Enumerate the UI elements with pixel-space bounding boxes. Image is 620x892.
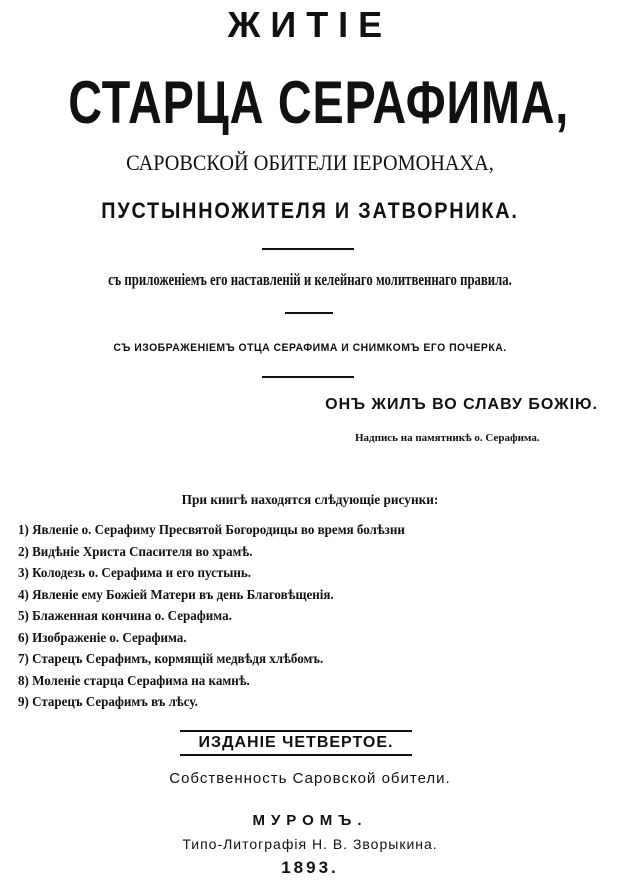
title-line-1: ЖИТІЕ bbox=[227, 4, 393, 45]
list-item: 1) Явленіе о. Серафиму Пресвятой Богородицы во время болѣзни bbox=[18, 523, 405, 538]
subtitle: съ приложеніемъ его наставленій и келейнаго молитвеннаго правила. bbox=[108, 270, 512, 289]
divider-1 bbox=[262, 248, 354, 250]
list-item: 6) Изображеніе о. Серафима. bbox=[18, 630, 187, 646]
list-item: 9) Старецъ Серафимъ въ лѣсу. bbox=[18, 695, 198, 710]
title-line-4: ПУСТЫННОЖИТЕЛЯ И ЗАТВОРНИКА. bbox=[101, 198, 519, 223]
list-item: 3) Колодезь о. Серафима и его пустынь. bbox=[18, 566, 252, 581]
list-item: 8) Моленіе старца Серафима на камнѣ. bbox=[18, 673, 250, 689]
list-item: 4) Явленіе ему Божіей Матери въ день Благовѣщенія. bbox=[18, 587, 334, 603]
motto: ОНЪ ЖИЛЪ ВО СЛАВУ БОЖІЮ. bbox=[325, 396, 598, 413]
list-item: 7) Старецъ Серафимъ, кормящій медвѣдя хлѣбомъ. bbox=[18, 652, 324, 667]
motto-note: Надпись на памятникѣ о. Серафима. bbox=[355, 432, 540, 444]
list-item: 2) Видѣніе Христа Спасителя во храмѣ. bbox=[18, 544, 253, 560]
city: МУРОМЪ. bbox=[252, 812, 368, 829]
divider-3 bbox=[262, 376, 354, 378]
ownership: Собственность Саровской обители. bbox=[169, 770, 451, 787]
portrait-note: СЪ ИЗОБРАЖЕНІЕМЪ ОТЦА СЕРАФИМА И СНИМКОМЪ ЕГО ПОЧЕРКА. bbox=[113, 342, 507, 354]
title-line-2: СТАРЦА СЕРАФИМА, bbox=[68, 69, 570, 136]
illustrations-heading: При книгѣ находятся слѣдующіе рисунки: bbox=[181, 493, 439, 508]
illustrations-list bbox=[18, 520, 434, 714]
printer: Типо-Литографія Н. В. Зворыкина. bbox=[182, 836, 438, 852]
divider-2 bbox=[285, 312, 333, 314]
year: 1893. bbox=[281, 858, 339, 877]
list-item: 5) Блаженная кончина о. Серафима. bbox=[18, 609, 232, 624]
edition-label: ИЗДАНІЕ ЧЕТВЕРТОЕ. bbox=[180, 730, 412, 756]
title-line-3: САРОВСКОЙ ОБИТЕЛИ ІЕРОМОНАХА, bbox=[126, 150, 494, 175]
